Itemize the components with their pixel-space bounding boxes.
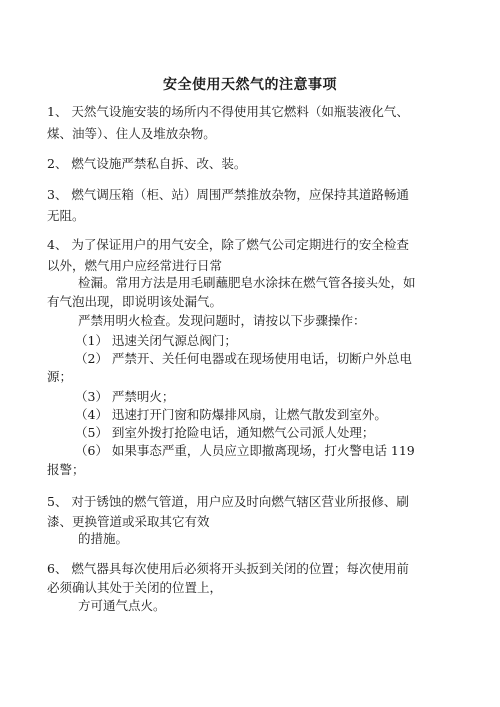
item-6-line-1: 6、 燃气器具每次使用后必须将开头扳到关闭的位置；每次使用前 bbox=[47, 561, 409, 576]
item-1-line-1: 1、 天然气设施安装的场所内不得使用其它燃料（如瓶装液化气、 bbox=[47, 104, 409, 119]
item-4-line-4: 有气泡出现，即说明该处漏气。 bbox=[47, 294, 223, 309]
step-6-line-1: （6） 如果事态严重，人员应立即撤离现场，打火警电话 119 bbox=[75, 443, 415, 458]
document-title: 安全使用天然气的注意事项 bbox=[163, 77, 337, 93]
item-1-line-2: 煤、油等）、住人及堆放杂物。 bbox=[47, 126, 216, 141]
item-6-line-2: 必须确认其处于关闭的位置上， bbox=[47, 580, 223, 595]
item-3-line-2: 无阻。 bbox=[47, 208, 85, 223]
item-4-line-2: 以外，燃气用户应经常进行日常 bbox=[47, 258, 223, 273]
item-4-line-1: 4、 为了保证用户的用气安全，除了燃气公司定期进行的安全检查 bbox=[47, 237, 409, 252]
step-1: （1） 迅速关闭气源总阀门； bbox=[75, 333, 237, 348]
step-2-line-1: （2） 严禁开、关任何电器或在现场使用电话，切断户外总电 bbox=[75, 351, 412, 366]
step-2-line-2: 源； bbox=[47, 369, 73, 384]
item-2-line-1: 2、 燃气设施严禁私自拆、改、装。 bbox=[47, 156, 247, 171]
item-4-line-3: 检漏。常用方法是用毛刷蘸肥皂水涂抹在燃气管各接头处，如 bbox=[78, 275, 416, 290]
item-5-line-3: 的措施。 bbox=[78, 531, 129, 546]
step-4: （4） 迅速打开门窗和防爆排风扇，让燃气散发到室外。 bbox=[75, 407, 387, 422]
step-3: （3） 严禁明火； bbox=[75, 389, 175, 404]
item-5-line-1: 5、 对于锈蚀的燃气管道，用户应及时向燃气辖区营业所报修、刷 bbox=[47, 494, 409, 509]
item-4-line-5: 严禁用明火检查。发现问题时，请按以下步骤操作： bbox=[78, 313, 366, 328]
item-6-line-3: 方可通气点火。 bbox=[78, 598, 166, 613]
step-5: （5） 到室外拨打抢险电话，通知燃气公司派人处理； bbox=[75, 425, 375, 440]
step-6-line-2: 报警； bbox=[47, 462, 85, 477]
item-3-line-1: 3、 燃气调压箱（柜、站）周围严禁推放杂物，应保持其道路畅通 bbox=[47, 187, 409, 202]
item-5-line-2: 漆、更换管道或采取其它有效 bbox=[47, 514, 210, 529]
